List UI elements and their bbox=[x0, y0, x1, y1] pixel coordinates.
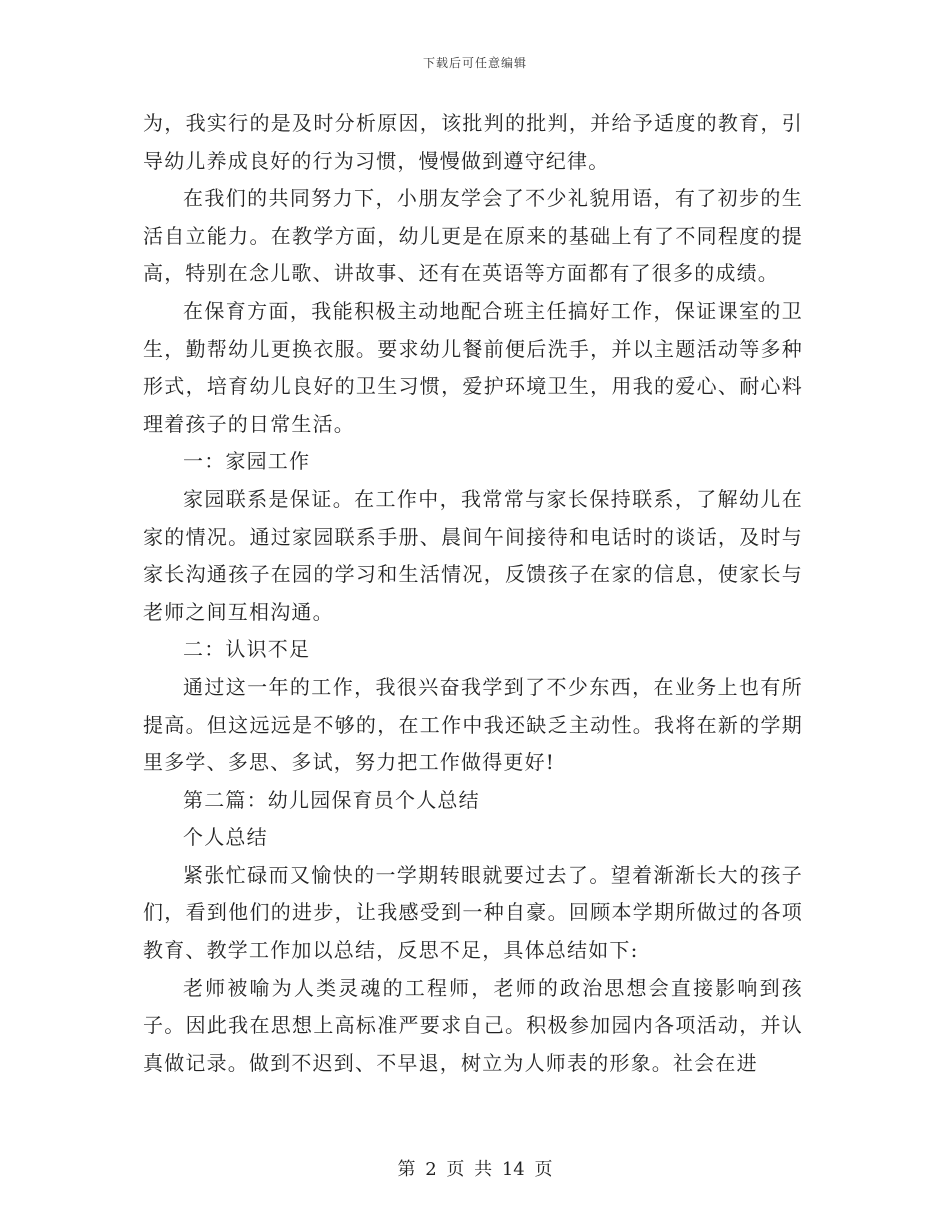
page-header-note: 下载后可任意编辑 bbox=[422, 56, 527, 70]
document-body bbox=[143, 105, 803, 1082]
paragraph: 一：家园工作 bbox=[183, 449, 311, 474]
paragraph: 紧张忙碌而又愉快的一学期转眼就要过去了。望着渐渐长大的孩子们，看到他们的进步，让我感受到一种自豪。回顾本学期所做过的各项教育、教学工作加以总结，反思不足，具体总结如下: bbox=[143, 862, 803, 963]
paragraph: 老师被喻为人类灵魂的工程师，老师的政治思想会直接影响到孩子。因此我在思想上高标准严要求自己。积极参加园内各项活动，并认真做记录。做到不迟到、不早退，树立为人师表的形象。社会在进 bbox=[143, 975, 803, 1075]
paragraph: 在保育方面，我能积极主动地配合班主任搞好工作，保证课室的卫生，勤帮幼儿更换衣服。要求幼儿餐前便后洗手，并以主题活动等多种形式，培育幼儿良好的卫生习惯，爱护环境卫生，用我的爱心、耐心料理着孩子的日常生活。 bbox=[143, 298, 803, 436]
paragraph: 个人总结 bbox=[183, 825, 268, 850]
paragraph: 二：认识不足 bbox=[183, 637, 311, 662]
paragraph: 在我们的共同努力下，小朋友学会了不少礼貌用语，有了初步的生活自立能力。在教学方面，幼儿更是在原来的基础上有了不同程度的提高，特别在念儿歌、讲故事、还有在英语等方面都有了很多的成绩。 bbox=[143, 186, 803, 286]
paragraph: 为，我实行的是及时分析原因，该批判的批判，并给予适度的教育，引导幼儿养成良好的行为习惯，慢慢做到遵守纪律。 bbox=[143, 111, 803, 173]
page-number-footer: 第 2 页 共 14 页 bbox=[397, 1159, 553, 1180]
paragraph: 通过这一年的工作，我很兴奋我学到了不少东西，在业务上也有所提高。但这远远是不够的，在工作中我还缺乏主动性。我将在新的学期里多学、多思、多试，努力把工作做得更好! bbox=[143, 674, 803, 775]
paragraph: 家园联系是保证。在工作中，我常常与家长保持联系，了解幼儿在家的情况。通过家园联系手册、晨间午间接待和电话时的谈话，及时与家长沟通孩子在园的学习和生活情况，反馈孩子在家的信息，使家长与老师之间互相沟通。 bbox=[143, 486, 803, 624]
paragraph: 第二篇：幼儿园保育员个人总结 bbox=[183, 787, 480, 812]
